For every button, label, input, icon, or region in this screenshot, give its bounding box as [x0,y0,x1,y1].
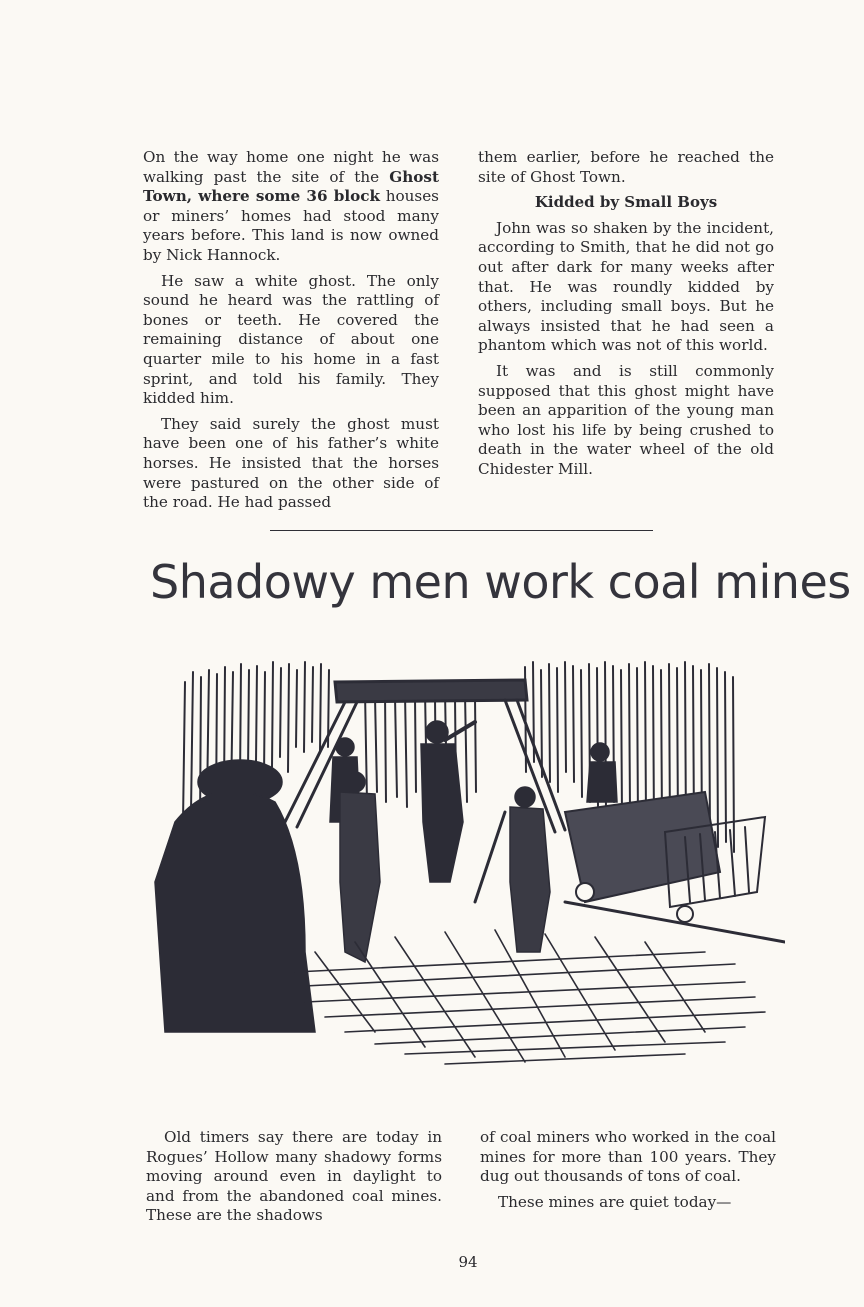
bold-text-run: Ghost Town, where some 36 block [143,167,439,206]
article-title: Shadowy men work coal mines [150,555,851,609]
top-right-column [478,148,774,486]
top-left-column [143,148,439,519]
bottom-left-column [146,1128,442,1232]
paragraph: These mines are quiet today— [498,1192,732,1211]
paragraph: Old timers say there are today in Rogues’ Hollow many shadowy forms moving around even in daylight to and from the abandoned coal mines. These are the shadows [146,1128,442,1225]
paragraph: He saw a white ghost. The only sound he heard was the rattling of bones or teeth. He covered the remaining distance of about one quarter mile to his home in a fast sprint, and told his family. They kidded him. [143,271,439,408]
section-divider [270,530,653,531]
paragraph: them earlier, before he reached the site of Ghost Town. [478,148,774,186]
text-run: On the way home one night he was walking past the site of the [143,148,439,186]
bottom-right-column [480,1128,776,1218]
paragraph [143,148,439,266]
coal-mine-illustration [145,652,785,1082]
page-number: 94 [458,1253,478,1271]
paragraph: They said surely the ghost must have been one of his father’s white horses. He insisted that the horses were pastured on the other side of the road. He had passed [143,414,439,512]
text-run: houses or miners’ homes had stood many years before. This land is now owned by Nick Hannock. [143,187,439,264]
subheading: Kidded by Small Boys [534,193,718,212]
paragraph: of coal miners who worked in the coal mines for more than 100 years. They dug out thousands of tons of coal. [480,1128,776,1186]
paragraph: It was and is still commonly supposed that this ghost might have been an apparition of the young man who lost his life by being crushed to death in the water wheel of the old Chidester Mill. [478,361,774,478]
paragraph: John was so shaken by the incident, according to Smith, that he did not go out after dark for many weeks after that. He was roundly kidded by others, including small boys. But he always insisted that he had seen a phantom which was not of this world. [478,218,774,355]
mine-carts [565,792,785,942]
